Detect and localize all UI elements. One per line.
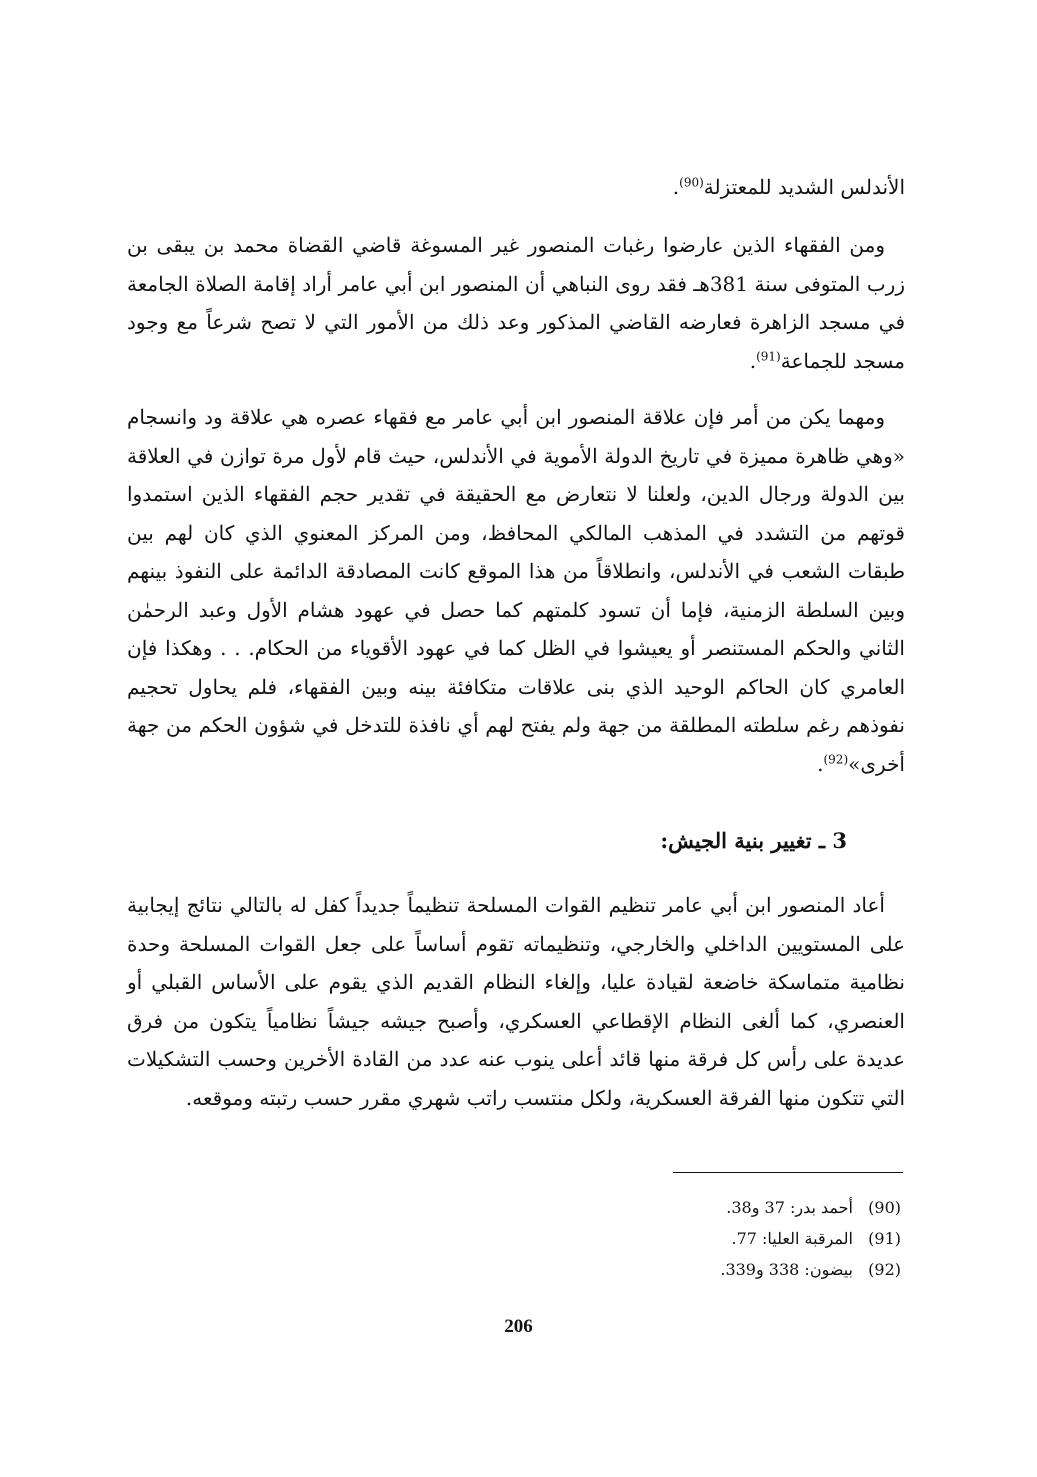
footnote-item bbox=[581, 1254, 901, 1285]
footnotes-list bbox=[581, 1192, 901, 1285]
paragraph-text: الأندلس الشديد للمعتزلة bbox=[703, 175, 905, 199]
body-text-top bbox=[127, 168, 905, 207]
footnote-text: المرقبة العليا: 77. bbox=[731, 1229, 853, 1248]
footnote-text: بيضون: 338 و339. bbox=[720, 1260, 853, 1279]
footnote-item bbox=[581, 1223, 901, 1254]
paragraph-tail: . bbox=[672, 175, 680, 199]
paragraph-continuation bbox=[127, 168, 905, 207]
paragraph-tail: . bbox=[817, 751, 824, 776]
paragraph-text: ومن الفقهاء الذين عارضوا رغبات المنصور غير المسوغة قاضي القضاة محمد بن يبقى بن زرب المتوفى سنة 381هـ فقد روى النباهي أن المنصور ابن أبي عامر أراد إقامة الصلاة الجامعة في مسجد الزاهرة فعارضه القاضي المذكور وعد ذلك من الأمور التي لا تصح شرعاً مع وجود مسجد للجماعة bbox=[127, 233, 905, 373]
paragraph-tail: . bbox=[749, 348, 757, 373]
body-text-para-2 bbox=[127, 226, 905, 380]
section-heading: 3 ـ تغيير بنية الجيش: bbox=[660, 828, 847, 853]
page-number: 206 bbox=[504, 1316, 533, 1337]
footnote-ref-91[interactable]: (91) bbox=[756, 348, 781, 363]
body-text-section bbox=[127, 886, 905, 1117]
footnote-ref-92[interactable]: (92) bbox=[823, 751, 849, 766]
footnote-text: أحمد بدر: 37 و38. bbox=[726, 1198, 853, 1217]
footnote-number: (91) bbox=[868, 1229, 901, 1248]
body-text-para-3 bbox=[127, 398, 905, 783]
footnote-separator bbox=[673, 1172, 903, 1173]
footnote-number: (92) bbox=[868, 1260, 901, 1279]
paragraph-judges bbox=[127, 226, 905, 380]
footnote-ref-90[interactable]: (90) bbox=[679, 175, 704, 190]
paragraph-text: ومهما يكن من أمر فإن علاقة المنصور ابن أبي عامر مع فقهاء عصره هي علاقة ود وانسجام «وهي ظاهرة مميزة في تاريخ الدولة الأموية في الأندلس، حيث قام لأول مرة توازن في العلاقة بين الدولة ورجال الدين، ولعلنا لا نتعارض مع الحقيقة في تقدير حجم الفقهاء الذين استمدوا قوتهم من التشدد في المذهب المالكي المحافظ، ومن المركز المعنوي الذي كان لهم بين طبقات الشعب في الأندلس، وانطلاقاً من هذا الموقع كانت المصادقة الدائمة على النفوذ بينهم وبين السلطة الزمنية، فإما أن تسود كلمتهم كما حصل في عهود هشام الأول وعبد الرحمٰن الثاني والحكم المستنصر أو يعيشوا في الظل كما في عهود الأقوياء من الحكام. . . وهكذا فإن العامري كان الحاكم الوحيد الذي بنى علاقات متكافئة بينه وبين الفقهاء، فلم يحاول تحجيم نفوذهم رغم سلطته المطلقة من جهة ولم يفتح لهم أي نافذة للتدخل في شؤون الحكم من جهة أخرى» bbox=[127, 405, 906, 776]
footnote-item bbox=[581, 1192, 901, 1223]
paragraph-relations bbox=[127, 398, 905, 783]
paragraph-army: أعاد المنصور ابن أبي عامر تنظيم القوات المسلحة تنظيماً جديداً كفل له بالتالي نتائج إيجابية على المستويين الداخلي والخارجي، وتنظيماته تقوم أساساً على جعل القوات المسلحة وحدة نظامية متماسكة خاضعة لقيادة عليا، وإلغاء النظام القديم الذي يقوم على الأساس القبلي أو العنصري، كما ألغى النظام الإقطاعي العسكري، وأصبح جيشه جيشاً نظامياً يتكون من فرق عديدة على رأس كل فرقة منها قائد أعلى ينوب عنه عدد من القادة الأخرين وحسب التشكيلات التي تتكون منها الفرقة العسكرية، ولكل منتسب راتب شهري مقرر حسب رتبته وموقعه. bbox=[127, 893, 905, 1110]
footnote-number: (90) bbox=[868, 1198, 901, 1217]
